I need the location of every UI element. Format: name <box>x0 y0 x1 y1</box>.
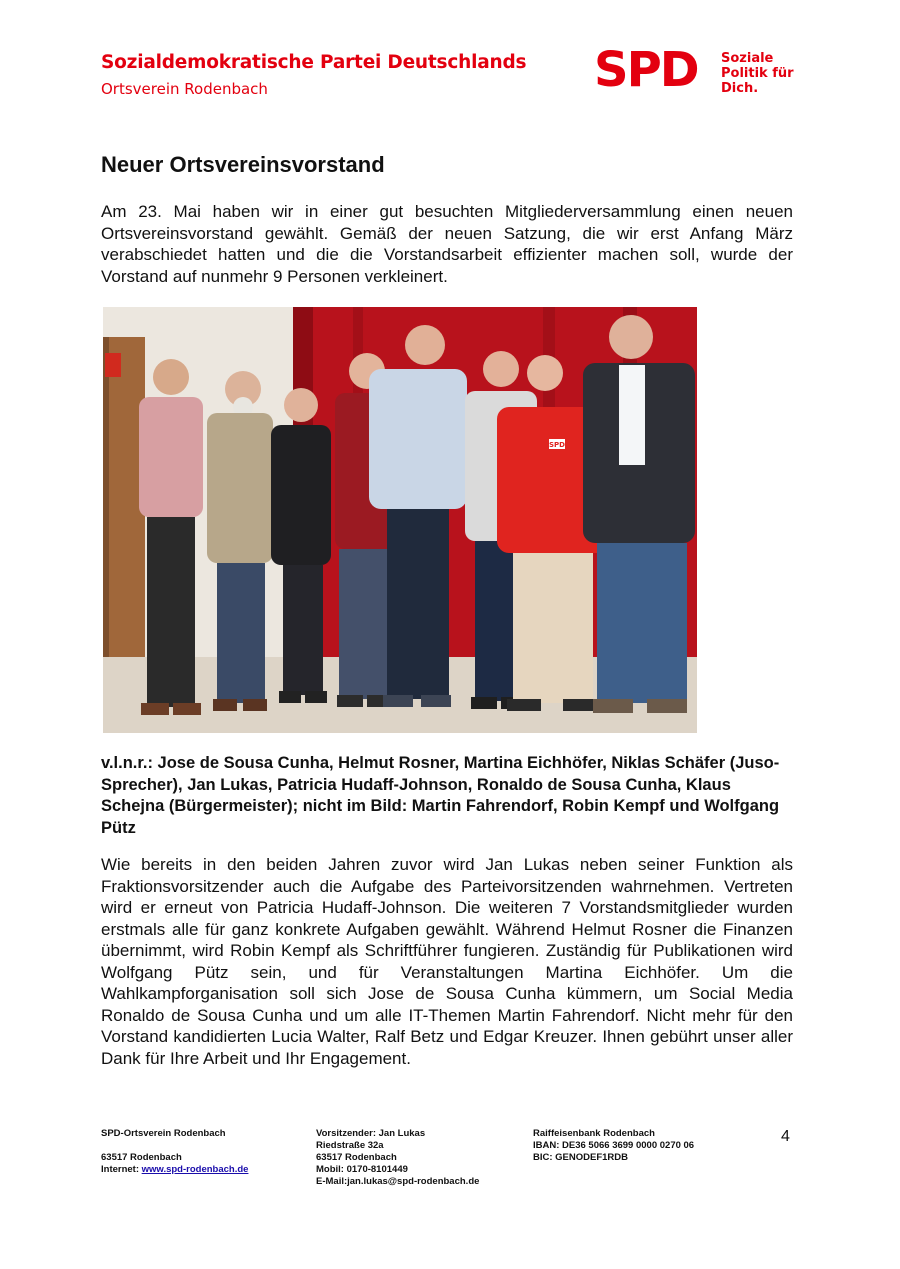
group-photo <box>103 307 697 733</box>
person-1 <box>139 359 203 715</box>
organization-subtitle: Ortsverein Rodenbach <box>101 80 268 98</box>
footer-bank-bic: BIC: GENODEF1RDB <box>533 1152 629 1163</box>
footer-chair-city: 63517 Rodenbach <box>316 1152 397 1163</box>
footer-chair-email: E-Mail:jan.lukas@spd-rodenbach.de <box>316 1176 480 1187</box>
logo-slogan <box>721 51 811 96</box>
footer-internet-label: Internet: <box>101 1164 142 1175</box>
fire-extinguisher-sign <box>105 353 121 377</box>
footer-org-city: 63517 Rodenbach <box>101 1152 182 1163</box>
footer-column-organization <box>101 1128 248 1176</box>
slogan-line-2: Politik für <box>721 66 794 81</box>
slogan-line-3: Dich. <box>721 81 759 96</box>
footer-org-name: SPD-Ortsverein Rodenbach <box>101 1128 226 1139</box>
organization-name: Sozialdemokratische Partei Deutschlands <box>101 52 527 73</box>
footer-column-bank <box>533 1128 694 1164</box>
spd-logo <box>594 42 804 102</box>
slogan-line-1: Soziale <box>721 51 774 66</box>
website-link[interactable]: www.spd-rodenbach.de <box>141 1164 249 1175</box>
footer-bank-iban: IBAN: DE36 5066 3699 0000 0270 06 <box>533 1140 695 1151</box>
shirt-badge-text: SPD <box>549 441 565 449</box>
person-8 <box>583 315 695 713</box>
footer-column-chair <box>316 1128 479 1188</box>
logo-wordmark: SPD <box>594 42 698 98</box>
footer-chair-street: Riedstraße 32a <box>316 1140 384 1151</box>
page-number: 4 <box>781 1128 790 1145</box>
footer-internet <box>101 1164 248 1176</box>
footer-chair-name: Vorsitzender: Jan Lukas <box>316 1128 426 1139</box>
footer-bank-name: Raiffeisenbank Rodenbach <box>533 1128 655 1139</box>
footer-chair-mobile: Mobil: 0170-8101449 <box>316 1164 408 1175</box>
group-photo-illustration <box>103 307 697 733</box>
intro-paragraph: Am 23. Mai haben wir in einer gut besuchten Mitgliederversammlung einen neuen Ortsvereinsvorstand gewählt. Gemäß der neuen Satzung, die wir erst Anfang März verabschiedet hatten und die die Vorstandsarbeit effizienter machen soll, wurde der Vorstand auf nunmehr 9 Personen verkleinert. <box>101 202 793 286</box>
article-title: Neuer Ortsvereinsvorstand <box>101 152 385 177</box>
body-paragraph: Wie bereits in den beiden Jahren zuvor wird Jan Lukas neben seiner Funktion als Fraktionsvorsitzender auch die Aufgabe des Parteivorsitzenden wahrnehmen. Vertreten wird er erneut von Patricia Hudaff-Johnson. Die weiteren 7 Vorstandsmitglieder wurden erstmals alle für ganz konkrete Aufgaben gewählt. Während Helmut Rosner die Finanzen übernimmt, wird Robin Kempf als Schriftführer fungieren. Zuständig für Publikationen wird Wolfgang Pütz sein, und für Veranstaltungen Martina Eichhöfer. Um die Wahlkampforganisation soll sich Jose de Sousa Cunha kümmern, um Social Media Ronaldo de Sousa Cunha und um alle IT-Themen Martin Fahrendorf. Nicht mehr für den Vorstand kandidierten Lucia Walter, Ralf Betz und Edgar Kreuzer. Ihnen gebührt unser aller Dank für Ihre Arbeit und Ihr Engagement. <box>101 855 793 1068</box>
photo-caption: v.l.n.r.: Jose de Sousa Cunha, Helmut Rosner, Martina Eichhöfer, Niklas Schäfer (Juso-Sprecher), Jan Lukas, Patricia Hudaff-Johnson, Ronaldo de Sousa Cunha, Klaus Schejna (Bürgermeister); nicht im Bild: Martin Fahrendorf, Robin Kempf und Wolfgang Pütz <box>101 754 780 837</box>
